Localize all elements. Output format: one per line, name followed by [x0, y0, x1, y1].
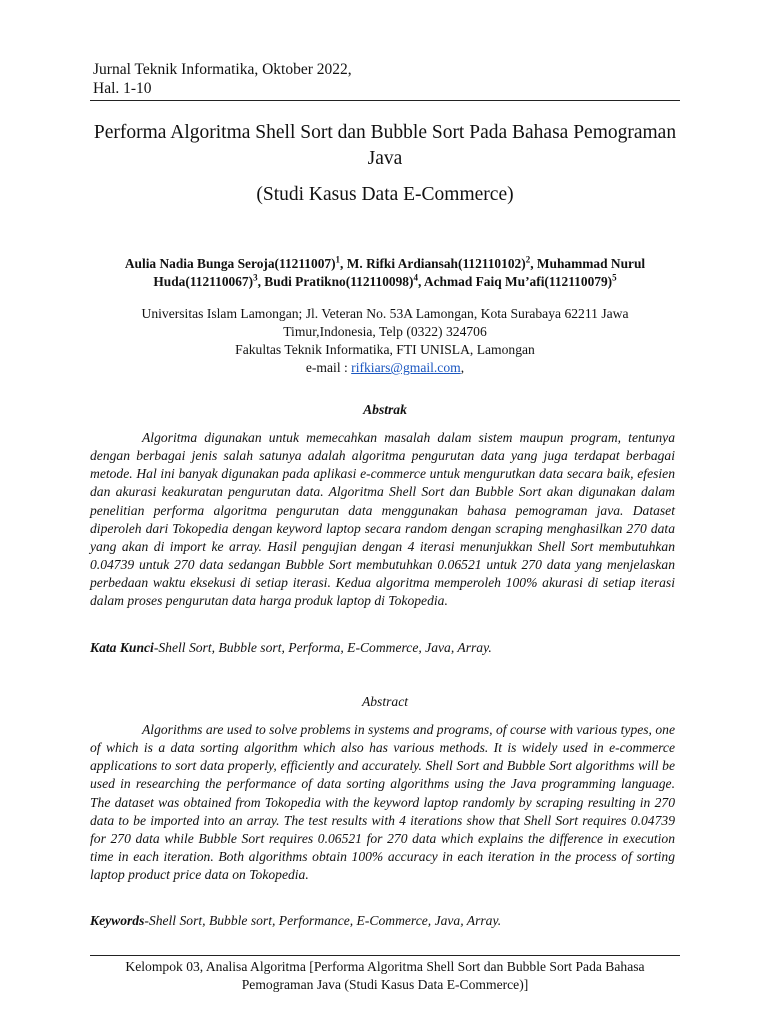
author-5-affil: 5 — [612, 272, 617, 283]
header-divider — [90, 100, 680, 101]
email-suffix: , — [460, 360, 465, 375]
author-4: , Budi Pratikno(112110098) — [257, 274, 414, 289]
kata-kunci-label: Kata Kunci — [90, 640, 154, 655]
abstract-heading: Abstract — [361, 694, 409, 709]
keywords — [90, 912, 675, 930]
author-5: , Achmad Faiq Mu’afi(112110079) — [417, 274, 613, 289]
journal-header — [93, 60, 681, 98]
email-link[interactable]: rifkiars@gmail.com — [351, 360, 461, 375]
author-1: Aulia Nadia Bunga Seroja(11211007) — [124, 256, 336, 271]
paper-subtitle: (Studi Kasus Data E-Commerce) — [256, 184, 514, 205]
email-label: e-mail : — [305, 360, 352, 375]
author-1-affil: 1 — [335, 254, 341, 265]
footer-divider — [90, 955, 680, 956]
kata-kunci — [90, 639, 675, 657]
author-list — [95, 255, 675, 291]
abstrak-heading: Abstrak — [363, 402, 407, 417]
keywords-label: Keywords — [90, 913, 145, 928]
author-4-affil: 4 — [413, 272, 418, 283]
journal-pages: Hal. 1-10 — [93, 80, 152, 97]
author-2-affil: 2 — [525, 254, 531, 265]
abstract-body: Algorithms are used to solve problems in systems and programs, of course with various types, one of which is a data sorting algorithm which also has various methods. It is widely used in e-commerce applications to sort data properly, efficiently and accurately. Shell Sort and Bubble Sort algorithms will be used in researching the performance of data sorting algorithms using the Java programming language. The dataset was obtained from Tokopedia with the keyword laptop randomly by scraping resulting in 270 data to be imported into an array. The test results with 4 iterations show that Shell Sort requires 0.04739 for 270 data while Bubble Sort requires 0.06521 for 270 data which explains the difference in execution time in each iteration. Both algorithms obtain 100% accuracy in each iteration in the process of sorting laptop product price data on Tokopedia. — [90, 722, 675, 883]
author-3-affil: 3 — [253, 272, 258, 283]
affiliation — [95, 305, 675, 377]
kata-kunci-values: -Shell Sort, Bubble sort, Performa, E-Commerce, Java, Array. — [153, 640, 492, 655]
faculty: Fakultas Teknik Informatika, FTI UNISLA, Lamongan — [235, 342, 535, 357]
email-line — [95, 359, 675, 377]
abstrak-body: Algoritma digunakan untuk memecahkan masalah dalam sistem maupun program, tentunya dengan berbagai jenis salah satunya adalah algoritma pengurutan data yang juga terdapat berbagai metode. Hal ini banyak digunakan pada aplikasi e-commerce untuk mengurutkan data secara baik, efesien dan akurasi keakuratan pengurutan data. Algoritma Shell Sort dan Bubble Sort akan digunakan dalam penelitian performa algoritma pengurutan data menggunakan bahasa pemograman java. Dataset diperoleh dari Tokopedia dengan keyword laptop secara random dengan scraping menghasilkan 270 data yang akan di import ke array. Hasil pengujian dengan 4 iterasi menunjukkan Shell Sort membutuhkan 0.04739 untuk 270 data sedangan Bubble Sort membutuhkan 0.06521 untuk 270 data yang menjelaskan perbedaan waktu eksekusi di setiap iterasi. Kedua algoritma memperoleh 100% akurasi di setiap iterasi dalam proses pengurutan data harga produk laptop di Tokopedia. — [90, 430, 675, 609]
author-2: , M. Rifki Ardiansah(112110102) — [340, 256, 526, 271]
journal-name: Jurnal Teknik Informatika, Oktober 2022, — [93, 61, 352, 78]
keywords-values: -Shell Sort, Bubble sort, Performance, E-Commerce, Java, Array. — [144, 913, 502, 928]
page-footer: Kelompok 03, Analisa Algoritma [Performa Algoritma Shell Sort dan Bubble Sort Pada Bahasa Pemograman Java (Studi Kasus Data E-Commerce)] — [125, 959, 645, 992]
author-3: , Muhammad Nurul Huda(112110067) — [153, 256, 646, 289]
university-address: Universitas Islam Lamongan; Jl. Veteran No. 53A Lamongan, Kota Surabaya 62211 Jawa Timur,Indonesia, Telp (0322) 324706 — [141, 306, 629, 339]
paper-title: Performa Algoritma Shell Sort dan Bubble Sort Pada Bahasa Pemograman Java — [93, 122, 677, 169]
